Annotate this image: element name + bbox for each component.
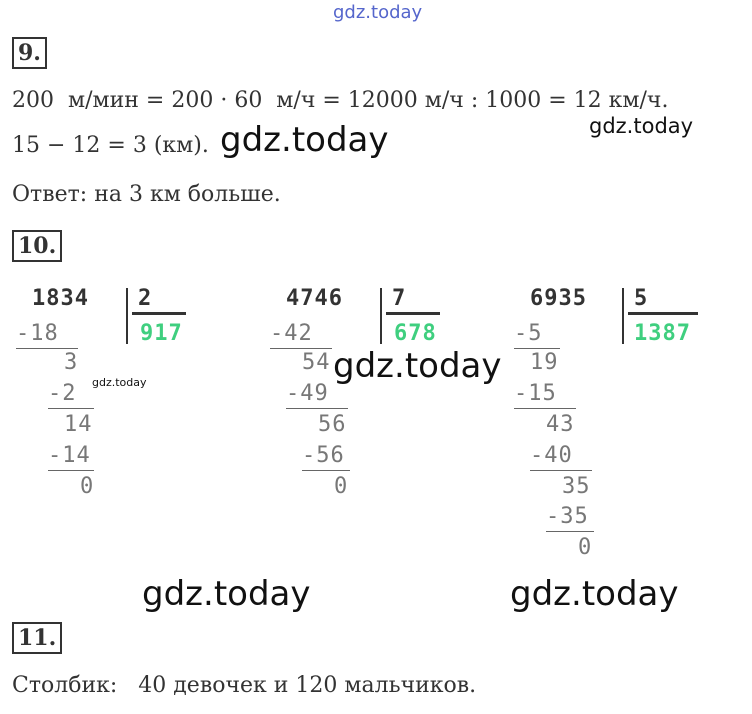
step: 43 bbox=[546, 412, 575, 437]
divisor: 2 bbox=[138, 286, 153, 311]
step: 0 bbox=[334, 474, 349, 499]
step: 0 bbox=[80, 474, 95, 499]
task-11-line-1: Столбик: 40 девочек и 120 мальчиков. bbox=[12, 673, 477, 698]
step: 0 bbox=[578, 535, 593, 560]
divisor-underline bbox=[386, 312, 440, 315]
step: 14 bbox=[64, 412, 93, 437]
step-line bbox=[270, 348, 332, 349]
watermark: gdz.today bbox=[589, 114, 694, 138]
step: -5 bbox=[514, 321, 543, 346]
step: -40 bbox=[530, 443, 573, 468]
division-bar bbox=[126, 288, 128, 344]
watermark: gdz.today bbox=[510, 574, 679, 614]
step: -42 bbox=[270, 321, 313, 346]
watermark: gdz.today bbox=[333, 346, 502, 386]
step-line bbox=[48, 408, 94, 409]
task-11-number: 11. bbox=[12, 622, 62, 654]
step: -15 bbox=[514, 381, 557, 406]
step: 3 bbox=[64, 350, 79, 375]
step: 19 bbox=[530, 350, 559, 375]
step-line bbox=[514, 348, 560, 349]
watermark: gdz.today bbox=[92, 376, 147, 389]
task-9-answer: Ответ: на 3 км больше. bbox=[12, 182, 281, 207]
step: 35 bbox=[562, 474, 591, 499]
divisor: 5 bbox=[634, 286, 649, 311]
step-line bbox=[546, 531, 594, 532]
step: 56 bbox=[318, 412, 347, 437]
step: -35 bbox=[546, 504, 589, 529]
task-9-line-1: 200 м/мин = 200 · 60 м/ч = 12000 м/ч : 1000 = 12 км/ч. bbox=[12, 88, 669, 113]
step-line bbox=[48, 470, 94, 471]
dividend: 4746 bbox=[286, 286, 343, 311]
step: -56 bbox=[302, 443, 345, 468]
step-line bbox=[16, 348, 78, 349]
quotient: 678 bbox=[394, 321, 437, 346]
watermark-top: gdz.today bbox=[333, 2, 423, 23]
task-9-line-2: 15 − 12 = 3 (км). bbox=[12, 133, 209, 158]
division-bar bbox=[622, 288, 624, 344]
step-line bbox=[530, 470, 592, 471]
watermark: gdz.today bbox=[220, 120, 389, 160]
step-line bbox=[286, 408, 348, 409]
step: -49 bbox=[286, 381, 329, 406]
dividend: 6935 bbox=[530, 286, 587, 311]
step: -18 bbox=[16, 321, 59, 346]
dividend: 1834 bbox=[32, 286, 89, 311]
step: 54 bbox=[302, 350, 331, 375]
task-9-number: 9. bbox=[12, 37, 47, 69]
divisor-underline bbox=[628, 312, 698, 315]
quotient: 1387 bbox=[634, 321, 691, 346]
divisor-underline bbox=[132, 312, 186, 315]
quotient: 917 bbox=[140, 321, 183, 346]
step: -14 bbox=[48, 443, 91, 468]
task-10-number: 10. bbox=[12, 230, 62, 262]
divisor: 7 bbox=[392, 286, 407, 311]
step: -2 bbox=[48, 381, 77, 406]
watermark: gdz.today bbox=[142, 574, 311, 614]
division-bar bbox=[380, 288, 382, 344]
step-line bbox=[514, 408, 576, 409]
step-line bbox=[302, 470, 350, 471]
